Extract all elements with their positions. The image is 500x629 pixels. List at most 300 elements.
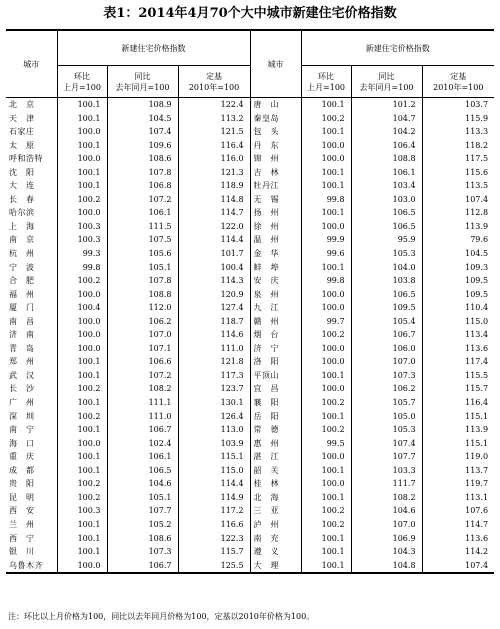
yoy-cell: 104.6 <box>351 504 422 518</box>
city-cell: 泸 州 <box>250 518 301 532</box>
city-cell: 宁 波 <box>6 261 57 275</box>
mom-cell: 100.1 <box>301 261 351 275</box>
mom-cell: 100.0 <box>57 437 107 451</box>
base-cell: 119.0 <box>465 452 489 462</box>
mom-cell: 100.1 <box>57 464 107 478</box>
city-cell: 福 州 <box>6 288 57 302</box>
table-row <box>6 98 494 112</box>
header-base-left: 定基 2010年=100 <box>178 66 250 98</box>
yoy-cell: 106.6 <box>107 355 178 369</box>
table-row <box>6 247 494 261</box>
mom-cell: 100.0 <box>301 450 351 464</box>
yoy-cell: 109.6 <box>107 139 178 153</box>
mom-cell: 100.2 <box>301 518 351 532</box>
city-cell: 包 头 <box>250 125 301 139</box>
base-cell: 117.2 <box>178 504 250 518</box>
mom-cell: 100.0 <box>57 152 107 166</box>
city-cell: 宜 昌 <box>250 382 301 396</box>
yoy-cell: 107.4 <box>107 125 178 139</box>
base-cell: 116.6 <box>178 518 250 532</box>
city-cell: 天 津 <box>6 112 57 126</box>
city-cell: 南 宁 <box>6 423 57 437</box>
mom-cell: 100.3 <box>57 220 107 234</box>
header-mom-right: 环比 上月=100 <box>301 66 351 98</box>
yoy-cell: 111.5 <box>107 220 178 234</box>
mom-cell: 100.0 <box>301 382 351 396</box>
city-cell: 烟 台 <box>250 328 301 342</box>
yoy-cell: 107.8 <box>107 166 178 180</box>
base-cell: 79.6 <box>470 235 489 245</box>
base-cell: 114.3 <box>178 274 250 288</box>
yoy-cell: 106.0 <box>351 342 422 356</box>
base-cell: 101.7 <box>178 247 250 261</box>
yoy-cell: 106.2 <box>107 315 178 329</box>
city-cell: 重 庆 <box>6 450 57 464</box>
mom-cell: 100.0 <box>301 139 351 153</box>
mom-cell: 100.1 <box>301 206 351 220</box>
base-cell: 121.5 <box>178 125 250 139</box>
city-cell: 长 春 <box>6 193 57 207</box>
table-row <box>6 288 494 302</box>
base-cell: 107.4 <box>465 194 489 204</box>
city-cell: 兰 州 <box>6 518 57 532</box>
base-cell: 113.5 <box>465 181 489 191</box>
table-row <box>6 112 494 126</box>
base-cell: 113.9 <box>465 221 489 231</box>
mom-cell: 100.2 <box>57 477 107 491</box>
table-row <box>6 396 494 410</box>
yoy-cell: 107.1 <box>107 342 178 356</box>
table-row <box>6 504 494 518</box>
base-cell: 120.9 <box>178 288 250 302</box>
city-cell: 合 肥 <box>6 274 57 288</box>
mom-cell: 100.1 <box>57 396 107 410</box>
city-cell: 桂 林 <box>250 477 301 491</box>
city-cell: 厦 门 <box>6 301 57 315</box>
table-row <box>6 152 494 166</box>
yoy-cell: 104.6 <box>107 477 178 491</box>
header-yoy-left: 同比 去年同月=100 <box>107 66 178 98</box>
yoy-cell: 105.1 <box>107 261 178 275</box>
header-city-left: 城市 <box>6 30 57 98</box>
base-cell: 115.5 <box>465 370 489 380</box>
yoy-cell: 107.4 <box>351 437 422 451</box>
mom-cell: 100.0 <box>57 328 107 342</box>
base-cell: 113.6 <box>465 533 489 543</box>
base-cell: 113.4 <box>465 330 489 340</box>
city-cell: 海 口 <box>6 437 57 451</box>
base-cell: 114.9 <box>178 491 250 505</box>
yoy-cell: 105.7 <box>351 396 422 410</box>
mom-cell: 100.2 <box>301 396 351 410</box>
mom-cell: 99.3 <box>57 247 107 261</box>
yoy-cell: 107.3 <box>351 369 422 383</box>
yoy-cell: 104.8 <box>351 559 422 574</box>
yoy-cell: 106.1 <box>107 450 178 464</box>
base-cell: 122.3 <box>178 532 250 546</box>
city-cell: 徐 州 <box>250 220 301 234</box>
table-row <box>6 328 494 342</box>
table-row <box>6 437 494 451</box>
yoy-cell: 107.0 <box>107 328 178 342</box>
yoy-cell: 111.1 <box>107 396 178 410</box>
mom-cell: 100.1 <box>301 410 351 424</box>
table-row <box>6 193 494 207</box>
yoy-cell: 107.3 <box>107 545 178 559</box>
yoy-cell: 105.3 <box>351 423 422 437</box>
table-row <box>6 261 494 275</box>
base-cell: 121.3 <box>178 166 250 180</box>
mom-cell: 100.1 <box>301 98 351 112</box>
base-cell: 118.7 <box>178 315 250 329</box>
base-cell: 127.4 <box>178 301 250 315</box>
table-row <box>6 450 494 464</box>
city-cell: 呼和浩特 <box>6 152 57 166</box>
table-row <box>6 233 494 247</box>
table-row <box>6 532 494 546</box>
table-row <box>6 125 494 139</box>
table-row <box>6 139 494 153</box>
mom-cell: 100.0 <box>301 301 351 315</box>
base-cell: 104.5 <box>465 249 489 259</box>
yoy-cell: 108.6 <box>107 532 178 546</box>
footnote: 注：环比以上月价格为100，同比以去年同月价格为100，定基以2010年价格为100。 <box>8 612 315 621</box>
mom-cell: 100.2 <box>57 274 107 288</box>
mom-cell: 100.0 <box>301 152 351 166</box>
base-cell: 103.7 <box>465 100 489 109</box>
base-cell: 130.1 <box>178 396 250 410</box>
yoy-cell: 105.0 <box>351 410 422 424</box>
city-cell: 上 海 <box>6 220 57 234</box>
mom-cell: 100.4 <box>57 301 107 315</box>
yoy-cell: 101.2 <box>351 98 422 112</box>
base-cell: 113.0 <box>178 423 250 437</box>
city-cell: 平顶山 <box>250 369 301 383</box>
yoy-cell: 107.0 <box>351 355 422 369</box>
mom-cell: 100.2 <box>57 193 107 207</box>
mom-cell: 100.3 <box>57 233 107 247</box>
city-cell: 泉 州 <box>250 288 301 302</box>
table-row <box>6 477 494 491</box>
base-cell: 113.3 <box>465 127 489 137</box>
yoy-cell: 106.5 <box>351 220 422 234</box>
table-row <box>6 301 494 315</box>
city-cell: 哈尔滨 <box>6 206 57 220</box>
city-cell: 杭 州 <box>6 247 57 261</box>
city-cell: 丹 东 <box>250 139 301 153</box>
mom-cell: 100.1 <box>301 125 351 139</box>
mom-cell: 100.1 <box>57 532 107 546</box>
city-cell: 长 沙 <box>6 382 57 396</box>
yoy-cell: 107.5 <box>107 233 178 247</box>
base-cell: 100.4 <box>178 261 250 275</box>
base-cell: 113.7 <box>465 465 489 475</box>
yoy-cell: 112.0 <box>107 301 178 315</box>
yoy-cell: 105.4 <box>351 315 422 329</box>
city-cell: 济 宁 <box>250 342 301 356</box>
mom-cell: 100.1 <box>301 545 351 559</box>
city-cell: 青 岛 <box>6 342 57 356</box>
city-cell: 岳 阳 <box>250 410 301 424</box>
yoy-cell: 103.0 <box>351 193 422 207</box>
mom-cell: 100.0 <box>57 315 107 329</box>
base-cell: 125.5 <box>178 559 250 574</box>
yoy-cell: 103.4 <box>351 179 422 193</box>
city-cell: 洛 阳 <box>250 355 301 369</box>
base-cell: 126.4 <box>178 410 250 424</box>
mom-cell: 100.1 <box>301 179 351 193</box>
mom-cell: 100.0 <box>57 125 107 139</box>
mom-cell: 99.7 <box>301 315 351 329</box>
mom-cell: 100.1 <box>57 112 107 126</box>
mom-cell: 100.1 <box>301 532 351 546</box>
mom-cell: 100.1 <box>301 464 351 478</box>
city-cell: 沈 阳 <box>6 166 57 180</box>
yoy-cell: 106.9 <box>351 532 422 546</box>
city-cell: 乌鲁木齐 <box>6 559 57 574</box>
city-cell: 赣 州 <box>250 315 301 329</box>
city-cell: 石家庄 <box>6 125 57 139</box>
base-cell: 117.4 <box>465 357 489 367</box>
yoy-cell: 104.0 <box>351 261 422 275</box>
base-cell: 114.6 <box>178 328 250 342</box>
yoy-cell: 109.5 <box>351 301 422 315</box>
mom-cell: 100.0 <box>57 288 107 302</box>
city-cell: 扬 州 <box>250 206 301 220</box>
mom-cell: 99.8 <box>57 261 107 275</box>
city-cell: 南 充 <box>250 532 301 546</box>
header-city-right: 城市 <box>250 30 301 98</box>
header-mom-left: 环比 上月=100 <box>57 66 107 98</box>
city-cell: 韶 关 <box>250 464 301 478</box>
base-cell: 115.0 <box>178 464 250 478</box>
mom-cell: 100.2 <box>301 504 351 518</box>
city-cell: 金 华 <box>250 247 301 261</box>
yoy-cell: 105.1 <box>107 491 178 505</box>
base-cell: 122.0 <box>178 220 250 234</box>
mom-cell: 100.0 <box>301 342 351 356</box>
base-cell: 107.4 <box>422 559 494 574</box>
base-cell: 117.3 <box>178 369 250 383</box>
table-row <box>6 166 494 180</box>
base-cell: 113.9 <box>465 425 489 435</box>
base-cell: 115.6 <box>465 167 489 177</box>
yoy-cell: 104.5 <box>107 112 178 126</box>
city-cell: 郑 州 <box>6 355 57 369</box>
mom-cell: 100.1 <box>57 518 107 532</box>
base-cell: 114.7 <box>178 206 250 220</box>
city-cell: 大 连 <box>6 179 57 193</box>
base-cell: 112.8 <box>465 208 489 218</box>
city-cell: 锦 州 <box>250 152 301 166</box>
city-cell: 湛 江 <box>250 450 301 464</box>
base-cell: 114.7 <box>465 519 489 529</box>
mom-cell: 100.0 <box>57 559 107 574</box>
mom-cell: 100.1 <box>57 139 107 153</box>
mom-cell: 100.1 <box>301 559 351 574</box>
base-cell: 103.9 <box>178 437 250 451</box>
yoy-cell: 108.6 <box>107 152 178 166</box>
city-cell: 唐 山 <box>250 98 301 112</box>
city-cell: 秦皇岛 <box>250 112 301 126</box>
base-cell: 110.4 <box>465 303 489 313</box>
base-cell: 114.2 <box>465 547 489 557</box>
city-cell: 遵 义 <box>250 545 301 559</box>
base-cell: 115.1 <box>465 411 489 421</box>
city-cell: 惠 州 <box>250 437 301 451</box>
base-cell: 109.5 <box>465 276 489 286</box>
city-cell: 昆 明 <box>6 491 57 505</box>
base-cell: 113.1 <box>465 492 489 502</box>
city-cell: 蚌 埠 <box>250 261 301 275</box>
mom-cell: 100.2 <box>57 491 107 505</box>
yoy-cell: 106.5 <box>107 464 178 478</box>
table-row <box>6 518 494 532</box>
city-cell: 牡丹江 <box>250 179 301 193</box>
mom-cell: 100.0 <box>301 355 351 369</box>
yoy-cell: 106.4 <box>351 139 422 153</box>
city-cell: 南 京 <box>6 233 57 247</box>
city-cell: 无 锡 <box>250 193 301 207</box>
yoy-cell: 106.1 <box>107 206 178 220</box>
city-cell: 广 州 <box>6 396 57 410</box>
yoy-cell: 108.8 <box>351 152 422 166</box>
city-cell: 银 川 <box>6 545 57 559</box>
base-cell: 107.6 <box>465 506 489 516</box>
mom-cell: 100.0 <box>301 288 351 302</box>
base-cell: 115.7 <box>465 384 489 394</box>
table-row <box>6 315 494 329</box>
base-cell: 115.7 <box>178 545 250 559</box>
yoy-cell: 102.4 <box>107 437 178 451</box>
city-cell: 吉 林 <box>250 166 301 180</box>
city-cell: 北 海 <box>250 491 301 505</box>
yoy-cell: 108.2 <box>107 382 178 396</box>
city-cell: 济 南 <box>6 328 57 342</box>
city-cell: 三 亚 <box>250 504 301 518</box>
city-cell: 襄 阳 <box>250 396 301 410</box>
yoy-cell: 104.2 <box>351 125 422 139</box>
city-cell: 北 京 <box>6 98 57 112</box>
base-cell: 115.9 <box>465 113 489 123</box>
yoy-cell: 106.5 <box>351 288 422 302</box>
mom-cell: 100.1 <box>57 423 107 437</box>
mom-cell: 99.8 <box>301 274 351 288</box>
mom-cell: 100.2 <box>301 328 351 342</box>
mom-cell: 100.0 <box>57 342 107 356</box>
table-row <box>6 220 494 234</box>
yoy-cell: 105.6 <box>107 247 178 261</box>
table-row <box>6 206 494 220</box>
yoy-cell: 95.9 <box>351 233 422 247</box>
yoy-cell: 108.8 <box>107 288 178 302</box>
mom-cell: 100.1 <box>57 166 107 180</box>
city-cell: 安 庆 <box>250 274 301 288</box>
base-cell: 114.8 <box>178 193 250 207</box>
yoy-cell: 103.8 <box>351 274 422 288</box>
mom-cell: 100.1 <box>57 545 107 559</box>
base-cell: 114.4 <box>178 477 250 491</box>
city-cell: 西 安 <box>6 504 57 518</box>
mom-cell: 100.2 <box>301 112 351 126</box>
table-row <box>6 355 494 369</box>
mom-cell: 99.9 <box>301 233 351 247</box>
page-title: 表1：2014年4月70个大中城市新建住宅价格指数 <box>103 6 397 21</box>
yoy-cell: 104.7 <box>351 112 422 126</box>
yoy-cell: 106.7 <box>107 559 178 574</box>
yoy-cell: 107.2 <box>107 193 178 207</box>
yoy-cell: 106.2 <box>351 382 422 396</box>
yoy-cell: 106.7 <box>351 328 422 342</box>
city-cell: 常 德 <box>250 423 301 437</box>
base-cell: 109.5 <box>465 289 489 299</box>
yoy-cell: 111.0 <box>107 410 178 424</box>
yoy-cell: 107.0 <box>351 518 422 532</box>
yoy-cell: 106.1 <box>351 166 422 180</box>
yoy-cell: 103.3 <box>351 464 422 478</box>
price-index-table <box>6 29 494 574</box>
base-cell: 115.1 <box>178 450 250 464</box>
mom-cell: 100.0 <box>57 206 107 220</box>
base-cell: 115.0 <box>465 316 489 326</box>
yoy-cell: 108.2 <box>351 491 422 505</box>
table-row <box>6 274 494 288</box>
yoy-cell: 108.9 <box>107 98 178 112</box>
mom-cell: 100.1 <box>301 491 351 505</box>
yoy-cell: 104.3 <box>351 545 422 559</box>
yoy-cell: 107.8 <box>107 274 178 288</box>
city-cell: 温 州 <box>250 233 301 247</box>
yoy-cell: 106.5 <box>351 206 422 220</box>
yoy-cell: 107.7 <box>107 504 178 518</box>
base-cell: 116.0 <box>178 152 250 166</box>
table-body <box>6 98 494 574</box>
base-cell: 113.2 <box>178 112 250 126</box>
mom-cell: 99.8 <box>301 193 351 207</box>
base-cell: 119.7 <box>465 479 489 489</box>
city-cell: 成 都 <box>6 464 57 478</box>
base-cell: 121.8 <box>178 355 250 369</box>
city-cell: 西 宁 <box>6 532 57 546</box>
table-row <box>6 382 494 396</box>
mom-cell: 100.2 <box>57 382 107 396</box>
yoy-cell: 111.7 <box>351 477 422 491</box>
base-cell: 109.3 <box>465 262 489 272</box>
header-base-right: 定基 2010年=100 <box>422 66 494 98</box>
mom-cell: 100.0 <box>301 220 351 234</box>
base-cell: 116.4 <box>178 139 250 153</box>
base-cell: 118.2 <box>465 140 489 150</box>
header-index-group-right: 新建住宅价格指数 <box>301 30 494 66</box>
yoy-cell: 107.7 <box>351 450 422 464</box>
mom-cell: 99.5 <box>301 437 351 451</box>
table-row <box>6 342 494 356</box>
header-index-group-left: 新建住宅价格指数 <box>57 30 250 66</box>
base-cell: 116.4 <box>465 398 489 408</box>
mom-cell: 100.1 <box>57 450 107 464</box>
city-cell: 九 江 <box>250 301 301 315</box>
base-cell: 111.0 <box>178 342 250 356</box>
table-row <box>6 464 494 478</box>
base-cell: 118.9 <box>178 179 250 193</box>
city-cell: 贵 阳 <box>6 477 57 491</box>
base-cell: 113.6 <box>465 343 489 353</box>
mom-cell: 100.2 <box>301 423 351 437</box>
base-cell: 122.4 <box>178 98 250 112</box>
mom-cell: 100.3 <box>57 504 107 518</box>
base-cell: 114.4 <box>178 233 250 247</box>
yoy-cell: 105.2 <box>107 518 178 532</box>
